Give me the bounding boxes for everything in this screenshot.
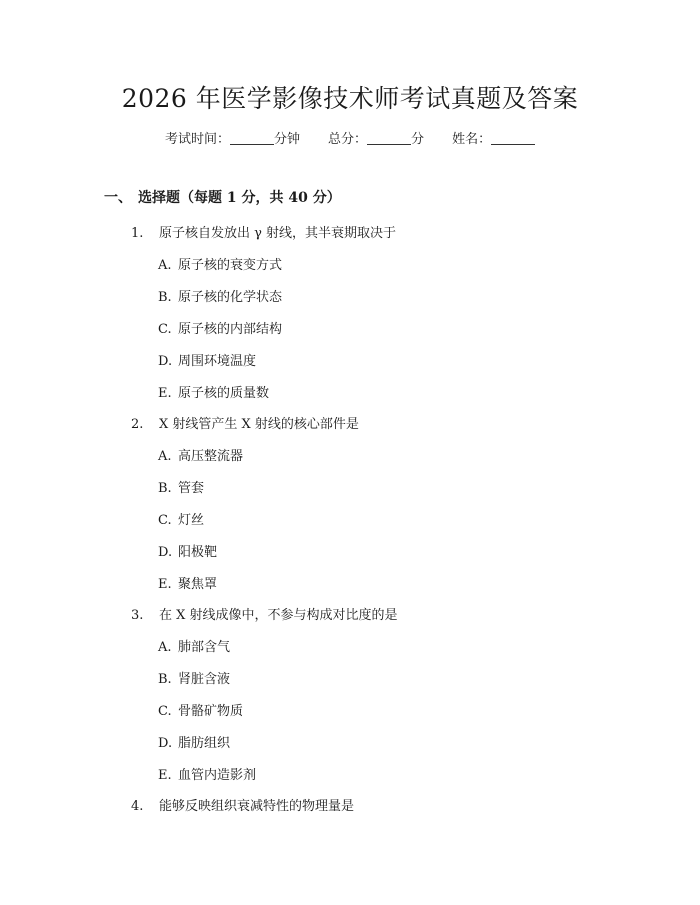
question-text: 原子核自发放出 γ 射线，其半衰期取决于	[159, 226, 397, 241]
option-text: 肾脏含液	[178, 672, 231, 687]
option-2e	[158, 576, 217, 594]
option-3d	[158, 735, 230, 753]
option-text: 肺部含气	[178, 640, 231, 655]
question-text: 能够反映组织衰减特性的物理量是	[159, 799, 355, 814]
total-score-field	[328, 131, 424, 149]
option-1e	[158, 385, 269, 403]
option-text: 灯丝	[178, 513, 205, 528]
option-letter: E.	[158, 577, 172, 592]
option-letter: B.	[158, 481, 172, 496]
question-1	[131, 225, 396, 243]
option-text: 脂肪组织	[178, 736, 231, 751]
question-text: X 射线管产生 X 射线的核心部件是	[159, 417, 359, 432]
option-letter: E.	[158, 768, 172, 783]
option-letter: A.	[158, 258, 172, 273]
option-1b	[158, 289, 282, 307]
option-1a	[158, 257, 282, 275]
option-letter: A.	[158, 449, 172, 464]
option-letter: C.	[158, 704, 172, 719]
option-3a	[158, 639, 230, 657]
question-number: 1.	[131, 226, 144, 241]
question-number: 4.	[131, 799, 144, 814]
exam-time-unit: 分钟	[274, 132, 301, 147]
option-text: 原子核的质量数	[178, 386, 270, 401]
option-letter: C.	[158, 513, 172, 528]
exam-time-field	[165, 131, 300, 149]
option-2b	[158, 480, 204, 498]
page-title: 2026 年医学影像技术师考试真题及答案	[121, 84, 579, 113]
exam-info-line	[165, 131, 535, 149]
option-letter: E.	[158, 386, 172, 401]
option-1d	[158, 353, 256, 371]
option-letter: C.	[158, 322, 172, 337]
section-label: 选择题（每题 1 分，共 40 分）	[138, 190, 341, 206]
option-text: 高压整流器	[178, 449, 244, 464]
total-score-blank	[367, 131, 411, 145]
option-text: 周围环境温度	[178, 354, 257, 369]
option-letter: B.	[158, 290, 172, 305]
option-text: 原子核的衰变方式	[178, 258, 283, 273]
option-text: 原子核的化学状态	[178, 290, 283, 305]
option-letter: B.	[158, 672, 172, 687]
option-letter: D.	[158, 736, 173, 751]
question-3	[131, 607, 398, 625]
option-text: 血管内造影剂	[178, 768, 257, 783]
name-field	[452, 131, 535, 149]
option-text: 阳极靶	[178, 545, 218, 560]
question-number: 2.	[131, 417, 144, 432]
option-3c	[158, 703, 243, 721]
option-1c	[158, 321, 282, 339]
question-2	[131, 416, 359, 434]
section-heading	[104, 188, 341, 208]
option-text: 聚焦罩	[178, 577, 218, 592]
exam-time-blank	[230, 131, 274, 145]
option-text: 骨骼矿物质	[178, 704, 244, 719]
section-number: 一、	[104, 190, 132, 206]
total-score-unit: 分	[411, 132, 425, 147]
option-letter: A.	[158, 640, 172, 655]
option-2a	[158, 448, 243, 466]
question-text: 在 X 射线成像中，不参与构成对比度的是	[159, 608, 398, 623]
option-text: 管套	[178, 481, 205, 496]
option-3b	[158, 671, 230, 689]
total-score-label: 总分：	[328, 132, 368, 147]
option-3e	[158, 767, 256, 785]
option-letter: D.	[158, 354, 173, 369]
exam-time-label: 考试时间：	[165, 132, 231, 147]
option-text: 原子核的内部结构	[178, 322, 283, 337]
option-2c	[158, 512, 204, 530]
option-letter: D.	[158, 545, 173, 560]
option-2d	[158, 544, 217, 562]
name-blank	[491, 131, 535, 145]
name-label: 姓名：	[452, 132, 492, 147]
question-4	[131, 798, 354, 816]
question-number: 3.	[131, 608, 144, 623]
